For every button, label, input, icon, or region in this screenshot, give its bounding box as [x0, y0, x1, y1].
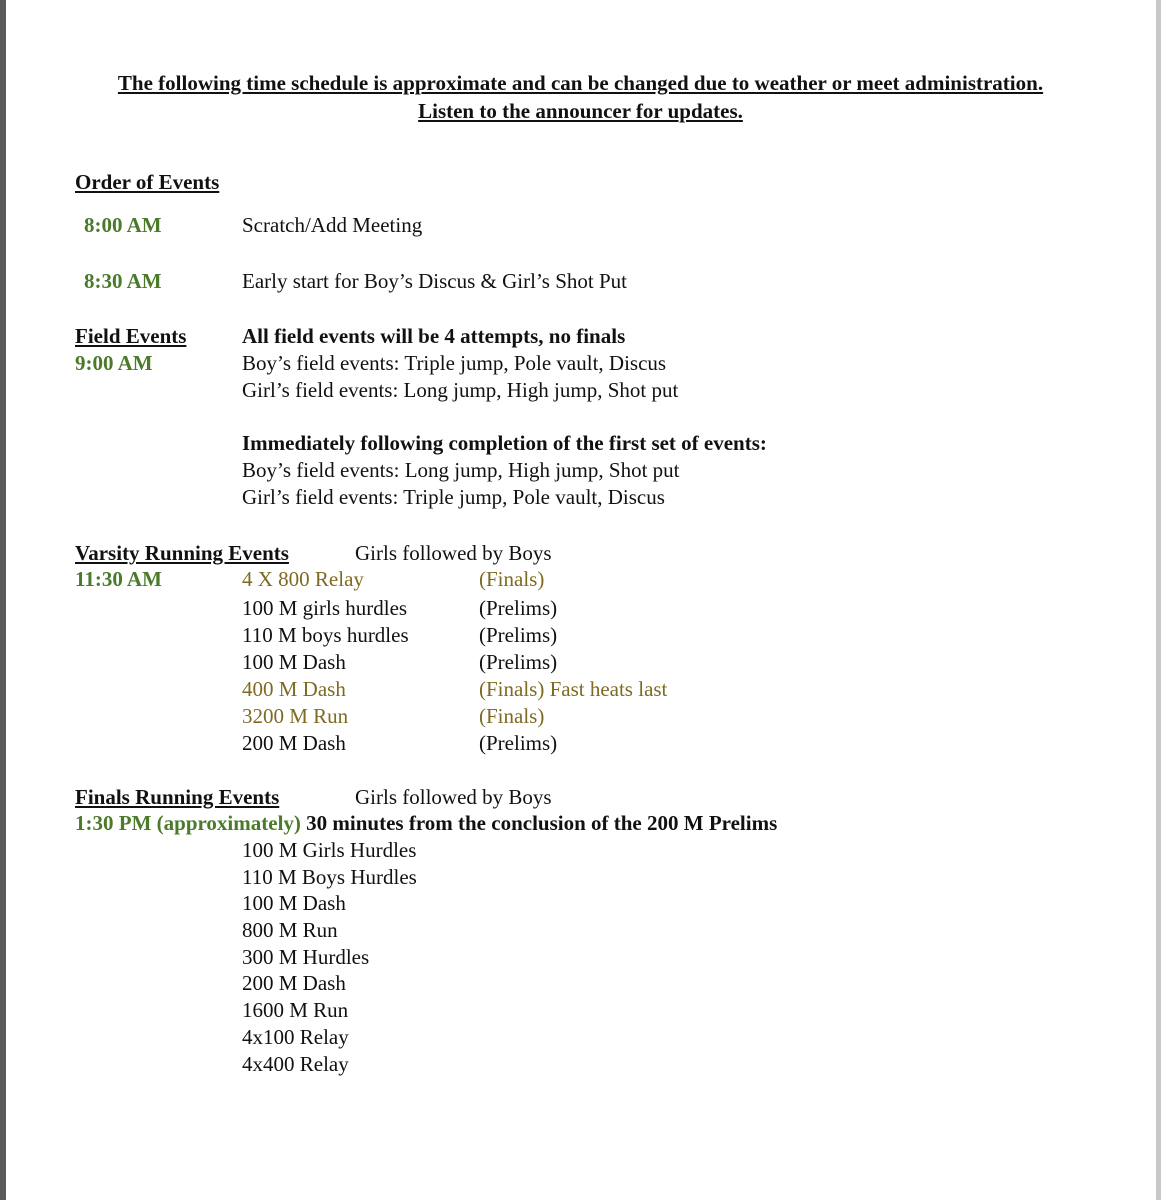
order-heading: Order of Events — [75, 170, 220, 194]
varsity-event-round: (Prelims) — [479, 650, 558, 674]
page-left-edge — [0, 0, 6, 1200]
varsity-event-name: 200 M Dash — [242, 731, 346, 755]
varsity-event-name: 4 X 800 Relay — [242, 567, 364, 591]
order-desc-2: Early start for Boy’s Discus & Girl’s Shot Put — [242, 269, 627, 293]
varsity-event-name: 3200 M Run — [242, 704, 349, 728]
varsity-event-round: (Prelims) — [479, 731, 558, 755]
varsity-event-round: (Prelims) — [479, 596, 558, 620]
finals-event: 800 M Run — [242, 918, 338, 942]
field-heading: Field Events — [75, 324, 187, 348]
finals-time-line — [75, 811, 777, 835]
field-set1-girls: Girl’s field events: Long jump, High jump, Shot put — [242, 378, 679, 402]
finals-event: 4x400 Relay — [242, 1052, 349, 1076]
field-set1-boys: Boy’s field events: Triple jump, Pole vault, Discus — [242, 351, 667, 375]
varsity-event-round: (Prelims) — [479, 623, 558, 647]
finals-event: 200 M Dash — [242, 971, 346, 995]
varsity-event-name: 100 M Dash — [242, 650, 346, 674]
varsity-event-round: (Finals) — [479, 567, 545, 591]
notice-line-1: The following time schedule is approximate and can be changed due to weather or meet administration. — [117, 71, 1044, 95]
finals-note: Girls followed by Boys — [355, 785, 552, 809]
varsity-event-round: (Finals) Fast heats last — [479, 677, 668, 701]
page-right-edge — [1156, 0, 1161, 1200]
order-time-1: 8:00 AM — [84, 213, 162, 237]
finals-event: 4x100 Relay — [242, 1025, 349, 1049]
varsity-event-name: 400 M Dash — [242, 677, 346, 701]
finals-event: 100 M Dash — [242, 891, 346, 915]
finals-event: 300 M Hurdles — [242, 945, 370, 969]
varsity-heading: Varsity Running Events — [75, 541, 289, 565]
finals-event: 1600 M Run — [242, 998, 349, 1022]
order-time-2: 8:30 AM — [84, 269, 162, 293]
field-set2-heading: Immediately following completion of the first set of events: — [242, 431, 767, 455]
field-time: 9:00 AM — [75, 351, 153, 375]
finals-event: 110 M Boys Hurdles — [242, 865, 417, 889]
field-rule: All field events will be 4 attempts, no finals — [242, 324, 626, 348]
varsity-event-round: (Finals) — [479, 704, 545, 728]
varsity-time: 11:30 AM — [75, 567, 162, 591]
field-set2-girls: Girl’s field events: Triple jump, Pole vault, Discus — [242, 485, 665, 509]
varsity-event-name: 110 M boys hurdles — [242, 623, 409, 647]
finals-heading: Finals Running Events — [75, 785, 280, 809]
varsity-note: Girls followed by Boys — [355, 541, 552, 565]
finals-time: 1:30 PM (approximately) — [75, 811, 301, 835]
finals-time-note: 30 minutes from the conclusion of the 200 M Prelims — [306, 811, 778, 835]
notice-line-2: Listen to the announcer for updates. — [418, 99, 743, 123]
varsity-event-name: 100 M girls hurdles — [242, 596, 408, 620]
order-desc-1: Scratch/Add Meeting — [242, 213, 423, 237]
field-set2-boys: Boy’s field events: Long jump, High jump, Shot put — [242, 458, 680, 482]
finals-event: 100 M Girls Hurdles — [242, 838, 417, 862]
